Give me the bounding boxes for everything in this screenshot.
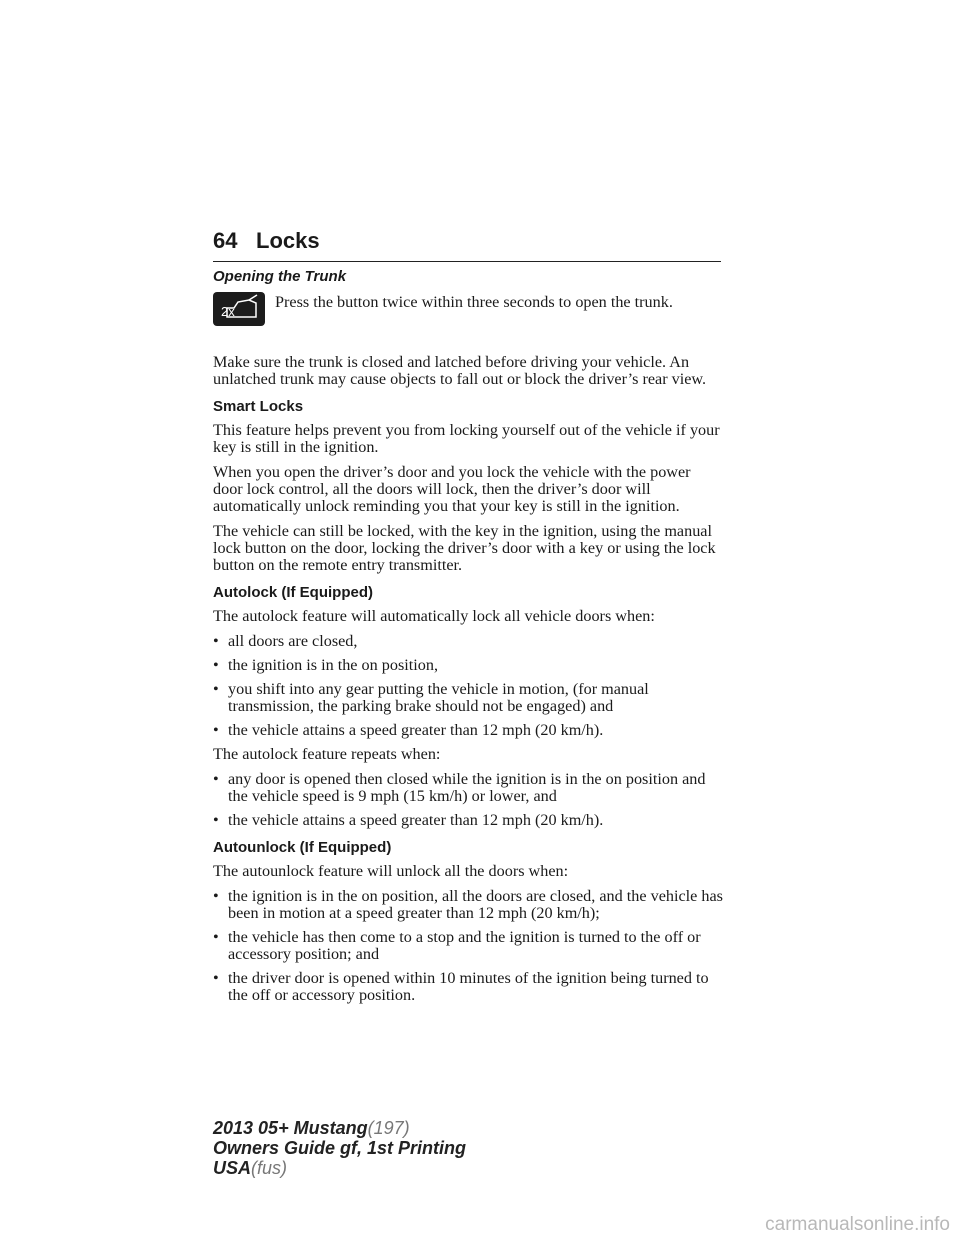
bullet: • [213, 680, 219, 698]
bullet: • [213, 928, 219, 946]
footer-line [213, 1118, 466, 1138]
footer-edition: Owners Guide gf, 1st Printing [213, 1138, 467, 1158]
list-item-text: the driver door is opened within 10 minutes of the ignition being turned to the off or accessory position. [228, 969, 709, 1004]
footer-page-code: (197) [367, 1118, 410, 1138]
list-item [213, 681, 723, 715]
list-item-text: the ignition is in the on position, all the doors are closed, and the vehicle has been in motion at a speed greater than 12 mph (20 km/h); [228, 887, 723, 922]
list-item [213, 633, 723, 650]
smart-paragraph: When you open the driver’s door and you lock the vehicle with the power door lock control, all the doors will lock, then the driver’s door will automatically unlock reminding you that your key is still in the ignition. [213, 463, 691, 515]
page-number: 64 [213, 228, 238, 253]
autolock-heading: Autolock (If Equipped) [213, 584, 373, 601]
page-header [213, 228, 721, 262]
smart-paragraph: This feature helps prevent you from locking yourself out of the vehicle if your key is still in the ignition. [213, 421, 720, 456]
page-footer [213, 1118, 466, 1178]
list-item [213, 929, 723, 963]
list-item-text: the ignition is in the on position, [228, 656, 438, 674]
autolock-repeat-list [213, 771, 723, 829]
trunk-open-icon [213, 292, 265, 326]
bullet: • [213, 887, 219, 905]
trunk-heading: Opening the Trunk [213, 268, 347, 285]
smart-locks-heading: Smart Locks [213, 398, 304, 415]
footer-line [213, 1158, 466, 1178]
list-item [213, 970, 723, 1004]
bullet: • [213, 811, 219, 829]
footer-model: 2013 05+ Mustang [213, 1118, 368, 1138]
list-item [213, 812, 723, 829]
autolock-intro: The autolock feature will automatically lock all vehicle doors when: [213, 607, 655, 625]
list-item-text: any door is opened then closed while the ignition is in the on position and the vehicle speed is 9 mph (15 km/h) or lower, and [228, 770, 706, 805]
autounlock-intro: The autounlock feature will unlock all the doors when: [213, 862, 569, 880]
list-item-text: the vehicle has then come to a stop and the ignition is turned to the off or accessory position; and [228, 928, 701, 963]
list-item [213, 722, 723, 739]
bullet: • [213, 632, 219, 650]
list-item-text: the vehicle attains a speed greater than 12 mph (20 km/h). [228, 811, 604, 829]
autounlock-list [213, 888, 723, 1004]
autounlock-heading: Autounlock (If Equipped) [213, 839, 392, 856]
list-item [213, 771, 723, 805]
trunk-icon-label: 2x [221, 304, 235, 319]
bullet: • [213, 721, 219, 739]
footer-line [213, 1138, 466, 1158]
smart-paragraph: The vehicle can still be locked, with the key in the ignition, using the manual lock button on the door, locking the driver’s door with a key or using the lock button on the remote entry transmitter. [213, 522, 716, 574]
watermark: carmanualsonline.info [765, 1214, 950, 1235]
trunk-icon-row [213, 292, 723, 352]
list-item-text: you shift into any gear putting the vehicle in motion, (for manual transmission, the parking brake should not be engaged) and [228, 680, 649, 715]
list-item [213, 888, 723, 922]
list-item-text: all doors are closed, [228, 632, 358, 650]
list-item [213, 657, 723, 674]
page-content [213, 268, 723, 1011]
autolock-list [213, 633, 723, 739]
footer-market-code: (fus) [251, 1158, 288, 1178]
chapter-title: Locks [256, 228, 320, 253]
trunk-icon-text: Press the button twice within three seconds to open the trunk. [275, 293, 673, 311]
bullet: • [213, 770, 219, 788]
bullet: • [213, 969, 219, 987]
footer-market: USA [213, 1158, 252, 1178]
bullet: • [213, 656, 219, 674]
trunk-paragraph: Make sure the trunk is closed and latched before driving your vehicle. An unlatched trunk may cause objects to fall out or block the driver’s rear view. [213, 353, 707, 388]
autolock-repeat-intro: The autolock feature repeats when: [213, 745, 441, 763]
list-item-text: the vehicle attains a speed greater than 12 mph (20 km/h). [228, 721, 604, 739]
